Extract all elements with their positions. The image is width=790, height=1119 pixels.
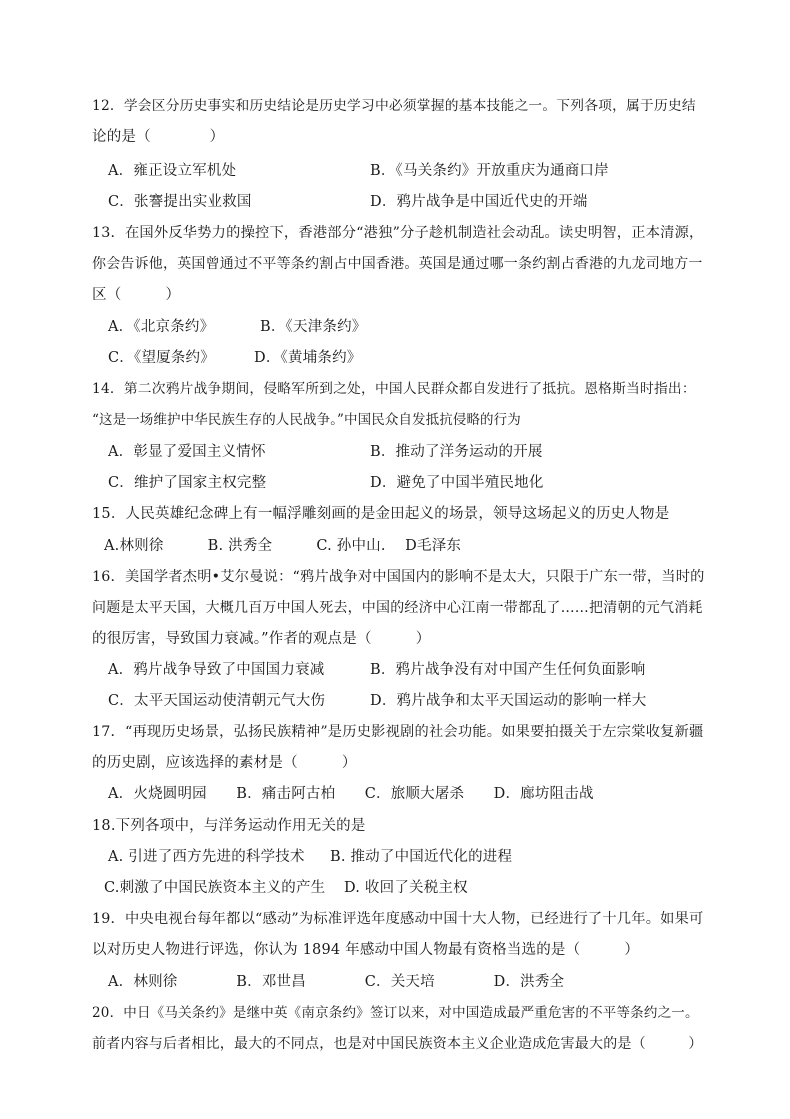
question-18-option-d: D. 收回了关税主权 [344, 880, 468, 896]
question-14-option-d: D．避免了中国半殖民地化 [370, 475, 544, 491]
question-18-option-b: B. 推动了中国近代化的进程 [330, 849, 513, 865]
question-15-stem-line-1: 15．人民英雄纪念碑上有一幅浮雕刻画的是金田起义的场景，领导这场起义的历史人物是 [92, 506, 670, 522]
question-13-stem-line-2: 你会告诉他，英国曾通过不平等条约割占中国香港。英国是通过哪一条约割占香港的九龙司地方一 [92, 256, 703, 272]
question-13-option-a: A．《北京条约》 [108, 319, 215, 335]
question-12-option-a: A．雍正设立军机处 [108, 163, 237, 179]
question-16-option-c: C．太平天国运动使清朝元气大伤 [108, 693, 326, 709]
question-13-option-c: C．《望厦条约》 [108, 350, 215, 366]
question-13-stem-line-3: 区（ ） [92, 287, 181, 303]
question-16-stem-line-1: 16．美国学者杰明•艾尔曼说：“鸦片战争对中国国内的影响不是太大，只限于广东一带，当时的 [92, 569, 705, 585]
question-14-option-c: C．维护了国家主权完整 [108, 475, 267, 491]
question-17-stem-line-1: 17．“再现历史场景，弘扬民族精神”是历史影视剧的社会功能。如果要拍摄关于左宗棠收复新疆 [92, 724, 704, 740]
question-12-option-b: B．《马关条约》开放重庆为通商口岸 [370, 163, 609, 179]
question-16-option-d: D．鸦片战争和太平天国运动的影响一样大 [370, 693, 647, 709]
question-12-option-d: D．鸦片战争是中国近代史的开端 [370, 194, 588, 210]
question-13-option-b: B．《天津条约》 [260, 319, 367, 335]
question-19-options: A．林则徐 B．邓世昌 C．关天培 D．洪秀全 [108, 974, 565, 990]
question-14-option-b: B．推动了洋务运动的开展 [370, 444, 543, 460]
question-18-option-c: C.刺激了中国民族资本主义的产生 [104, 880, 326, 896]
question-13-stem-line-1: 13．在国外反华势力的操控下，香港部分“港独”分子趁机制造社会动乱。读史明智，正本清源， [92, 225, 704, 241]
question-16-option-a: A．鸦片战争导致了中国国力衰减 [108, 662, 325, 678]
question-19-stem-line-2: 以对历史人物进行评选，你认为 1894 年感动中国人物最有资格当选的是（ ） [92, 942, 640, 958]
question-19-stem-line-1: 19．中央电视台每年都以“感动”为标准评选年度感动中国十大人物，已经进行了十几年。如果可 [92, 911, 704, 927]
question-18-stem-line-1: 18.下列各项中，与洋务运动作用无关的是 [92, 818, 366, 834]
question-20-stem-line-2: 前者内容与后者相比，最大的不同点，也是对中国民族资本主义企业造成危害最大的是（ ） [92, 1036, 703, 1052]
question-15-options: A.林则徐 B. 洪秀全 C. 孙中山. D毛泽东 [104, 538, 462, 554]
question-16-stem-line-3: 的很厉害，导致国力衰减。”作者的观点是（ ） [92, 631, 431, 647]
question-13-option-d: D．《黄埔条约》 [254, 350, 362, 366]
question-16-stem-line-2: 问题是太平天国，大概几百万中国人死去，中国的经济中心江南一带都乱了……把清朝的元气消耗 [92, 600, 703, 616]
question-12-stem-line-2: 论的是（ ） [92, 129, 225, 145]
question-14-stem-line-2: “这是一场维护中华民族生存的人民战争。”中国民众自发抵抗侵略的行为 [92, 412, 521, 428]
question-14-option-a: A．彰显了爱国主义情怀 [108, 444, 266, 460]
question-16-option-b: B．鸦片战争没有对中国产生任何负面影响 [370, 662, 646, 678]
question-20-stem-line-1: 20．中日《马关条约》是继中英《南京条约》签订以来，对中国造成最严重危害的不平等条约之一。 [92, 1005, 699, 1021]
question-17-options: A．火烧圆明园 B．痛击阿古柏 C．旅顺大屠杀 D．廊坊阻击战 [108, 786, 594, 802]
question-12-stem-line-1: 12．学会区分历史事实和历史结论是历史学习中必须掌握的基本技能之一。下列各项，属于历史结 [92, 98, 696, 114]
question-14-stem-line-1: 14．第二次鸦片战争期间，侵略军所到之处，中国人民群众都自发进行了抵抗。恩格斯当时指出： [92, 381, 696, 397]
question-12-option-c: C．张謇提出实业救国 [108, 194, 252, 210]
question-17-stem-line-2: 的历史剧，应该选择的素材是（ ） [92, 755, 357, 771]
question-18-option-a: A. 引进了西方先进的科学技术 [108, 849, 305, 865]
